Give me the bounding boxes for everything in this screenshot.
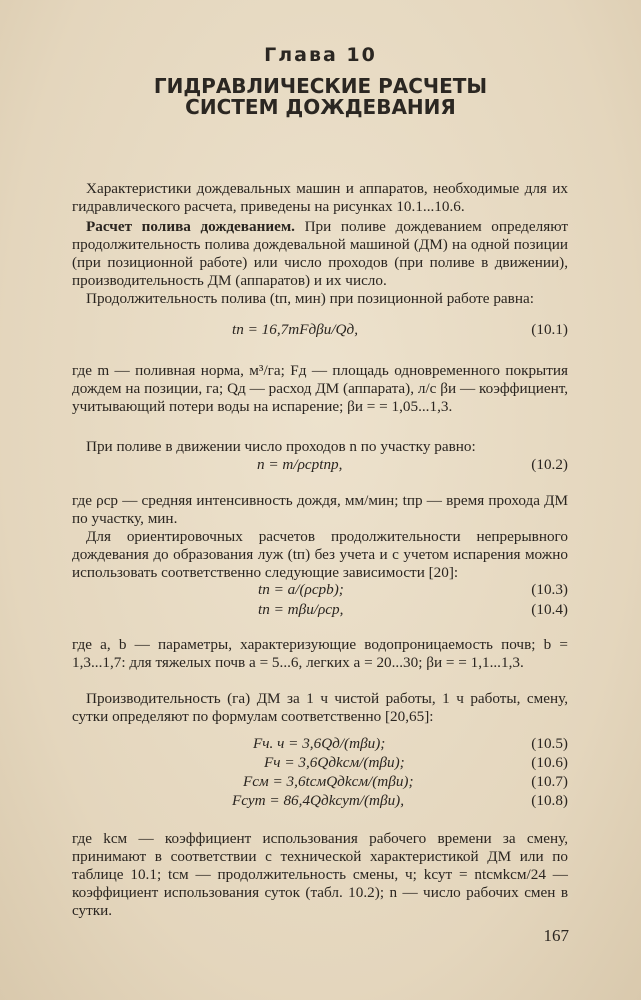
formula-10-3: tп = a/(ρсрb); [258, 581, 344, 598]
equation-number-10-6: (10.6) [531, 754, 568, 771]
equation-number-10-7: (10.7) [531, 773, 568, 790]
paragraph-where-4: где kсм — коэффициент использования рабочего времени за смену, принимают в соответствии с технической характеристикой ДМ или по таблице 10.1; tсм — продолжительность смены, ч; kсут = ntсмkсм/24 — коэффициент использования суток (табл. 10.2); n — число рабочих смен в сутки. [72, 830, 568, 919]
paragraph-estimate: Для ориентировочных расчетов продолжительности непрерывного дождевания до образования луж (tп) без учета и с учетом испарения можно использовать соответственно следующие зависимости [20]: [72, 528, 568, 581]
chapter-title-line-2: СИСТЕМ ДОЖДЕВАНИЯ [185, 95, 456, 119]
paragraph-method [72, 218, 568, 290]
formula-10-8: Fсут = 86,4Qдkсут/(mβи), [232, 792, 405, 809]
formula-10-7: Fсм = 3,6tсмQдkсм/(mβи); [243, 773, 414, 790]
chapter-title-line-1: ГИДРАВЛИЧЕСКИЕ РАСЧЕТЫ [153, 74, 488, 98]
paragraph-intro: Характеристики дождевальных машин и аппаратов, необходимые для их гидравлического расчета, приведены на рисунках 10.1...10.6. [72, 180, 568, 215]
section-lead: Расчет полива дождеванием. [86, 218, 295, 235]
formula-10-5: Fч. ч = 3,6Qд/(mβи); [253, 735, 386, 752]
formula-10-2: n = m/ρсрtпр, [257, 456, 343, 473]
equation-number-10-2: (10.2) [531, 456, 568, 473]
paragraph-duration: Продолжительность полива (tп, мин) при позиционной работе равна: [86, 290, 534, 307]
equation-number-10-4: (10.4) [531, 601, 568, 618]
paragraph-where-2: где ρср — средняя интенсивность дождя, мм/мин; tпр — время прохода ДМ по участку, мин. [72, 492, 568, 527]
equation-number-10-1: (10.1) [531, 321, 568, 338]
paragraph-productivity: Производительность (га) ДМ за 1 ч чистой работы, 1 ч работы, смену, сутки определяют по формулам соответственно [20,65]: [72, 690, 568, 725]
paragraph-where-1: где m — поливная норма, м³/га; Fд — площадь одновременного покрытия дождем на позиции, га; Qд — расход ДМ (аппарата), л/с βи — коэффициент, учитывающий потери воды на испарение; βи = = 1,05...1,3. [72, 362, 568, 415]
equation-number-10-5: (10.5) [531, 735, 568, 752]
chapter-heading: Глава 10 [264, 44, 377, 66]
formula-10-1: tп = 16,7mFдβи/Qд, [232, 321, 358, 338]
formula-10-4: tп = mβи/ρср, [258, 601, 344, 618]
paragraph-method-text: При поливе дождеванием определяют продолжительность полива дождевальной машиной (ДМ) на одной позиции (при позиционной работе) или число проходов (при поливе в движении), производительность ДМ (аппаратов) и их число. [72, 218, 568, 289]
page-number: 167 [543, 926, 569, 945]
equation-number-10-3: (10.3) [531, 581, 568, 598]
formula-10-6: Fч = 3,6Qдkсм/(mβи); [264, 754, 405, 771]
paragraph-where-3: где a, b — параметры, характеризующие водопроницаемость почв; b = 1,3...1,7: для тяжелых почв a = 5...6, легких a = 20...30; βи = = 1,1...1,3. [72, 636, 568, 671]
paragraph-passes: При поливе в движении число проходов n по участку равно: [86, 438, 476, 455]
equation-number-10-8: (10.8) [531, 792, 568, 809]
